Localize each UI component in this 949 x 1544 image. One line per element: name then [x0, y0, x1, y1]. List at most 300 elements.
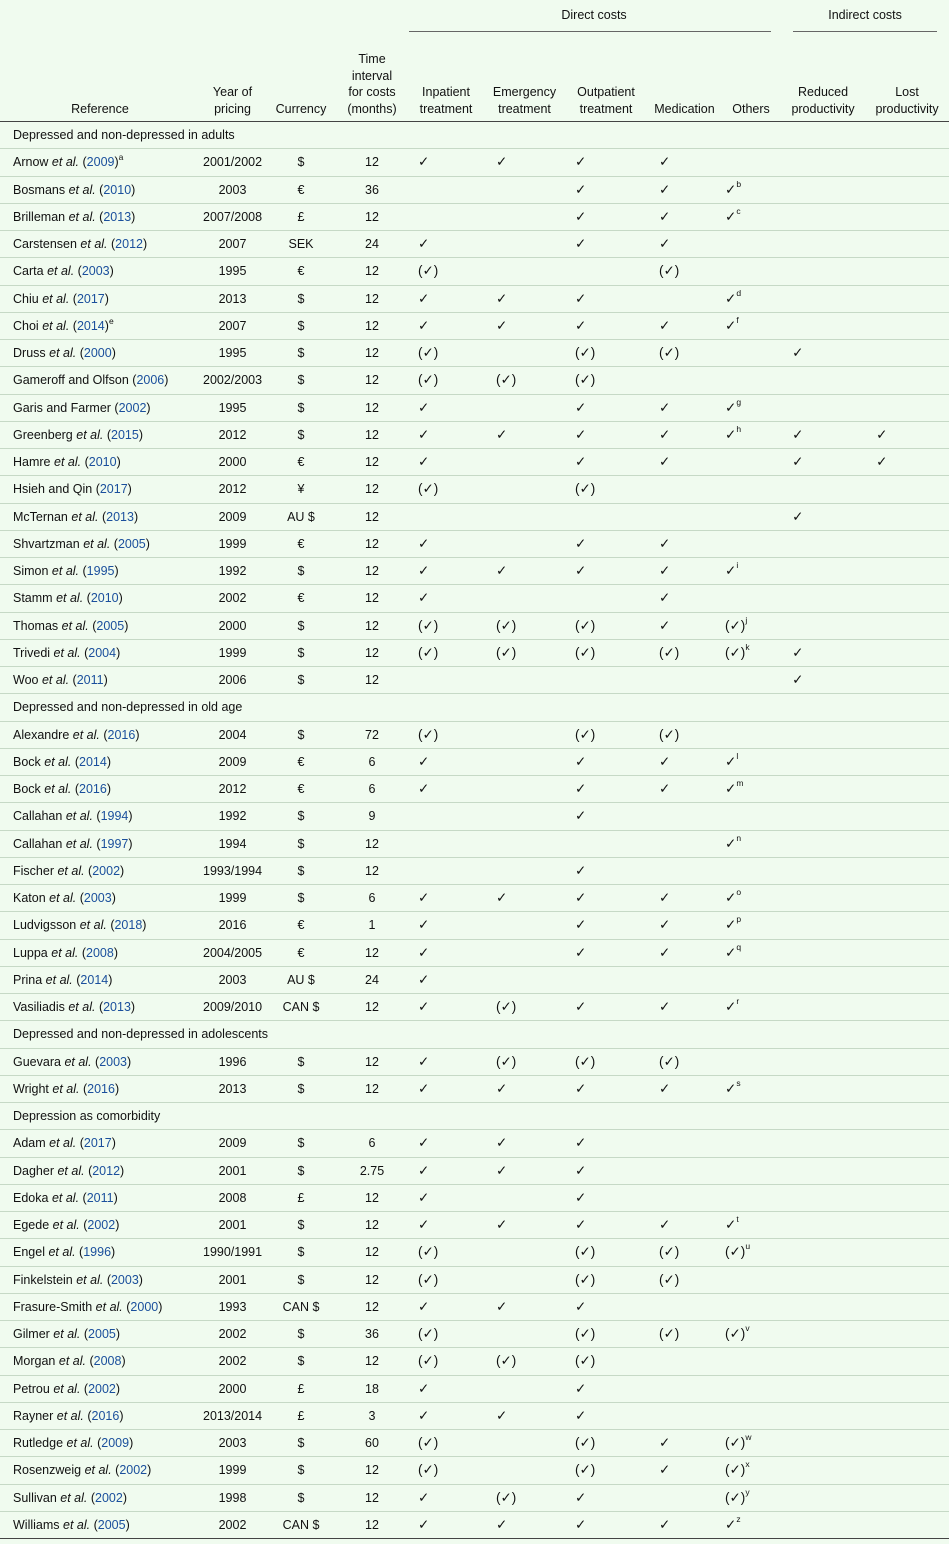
others-cell — [721, 830, 781, 857]
citation-year-link[interactable]: 2003 — [81, 264, 110, 279]
outpatient-cell: ✓ — [575, 917, 587, 933]
citation-year-link[interactable]: 2012 — [115, 237, 143, 252]
citation-year-link[interactable]: 2004 — [88, 645, 117, 660]
outpatient-cell: ✓ — [575, 808, 587, 824]
reference-cell: Alexandre et al. (2016) — [13, 727, 140, 742]
reference-cell: Guevara et al. (2003) — [13, 1054, 132, 1069]
reference-cell: Arnow et al. $(2009)^a$ — [13, 152, 124, 170]
interval-cell: 24 — [365, 237, 379, 252]
section-row — [0, 694, 949, 721]
others-cell — [721, 258, 781, 285]
year-of-pricing-cell: 2000 — [218, 1381, 247, 1396]
citation-year-link[interactable]: 1997 — [100, 836, 129, 851]
citation-year-link[interactable]: 2002 — [92, 863, 121, 878]
inpatient-cell: ✓ — [418, 1080, 430, 1096]
inpatient-cell — [407, 503, 485, 530]
lost-productivity-cell — [865, 1048, 949, 1075]
lost-productivity-cell — [865, 1511, 949, 1538]
reduced-productivity-cell — [781, 966, 865, 993]
others-cell — [721, 394, 781, 421]
inpatient-cell: ✓ — [418, 1189, 430, 1205]
citation-year-link[interactable]: 2017 — [83, 1136, 112, 1151]
table-row — [0, 667, 949, 694]
citation-year-link[interactable]: 2003 — [99, 1054, 127, 1069]
lost-productivity-cell — [865, 830, 949, 857]
reduced-productivity-cell — [781, 1511, 865, 1538]
others-footnote: w — [745, 1432, 752, 1443]
interval-cell: 72 — [365, 727, 379, 742]
others-mark: ✓ — [725, 753, 737, 769]
others-cell — [721, 1266, 781, 1293]
citation-year-link[interactable]: 1994 — [100, 809, 129, 824]
others-footnote: z — [736, 1513, 741, 1524]
lost-productivity-cell — [865, 994, 949, 1021]
reduced-productivity-cell — [781, 530, 865, 557]
interval-cell: 12 — [365, 264, 379, 279]
emergency-cell — [485, 476, 564, 503]
medication-cell: ✓ — [659, 999, 671, 1015]
medication-cell — [648, 667, 721, 694]
interval-cell: 6 — [368, 891, 376, 906]
author: Chiu — [13, 291, 39, 306]
reduced-productivity-cell — [781, 1430, 865, 1457]
citation-year-link[interactable]: 2000 — [83, 346, 112, 361]
medication-cell — [648, 1348, 721, 1375]
et-al: et al. — [65, 809, 93, 824]
citation-year-link[interactable]: 2017 — [76, 291, 105, 306]
citation-year-link[interactable]: 2014 — [79, 754, 107, 769]
citation-year-link[interactable]: 2000 — [130, 1299, 159, 1314]
others-mark: ✓ — [725, 426, 737, 442]
year-of-pricing-cell: 2002 — [218, 591, 247, 606]
medication-cell: ✓ — [659, 1435, 671, 1451]
citation-year-link[interactable]: 2008 — [93, 1354, 122, 1369]
outpatient-cell: ✓ — [575, 426, 587, 442]
medication-cell: (✓) — [659, 1053, 680, 1069]
reference-cell: Callahan et al. (1997) — [13, 836, 133, 851]
inpatient-cell: ✓ — [418, 1516, 430, 1532]
outpatient-cell: ✓ — [575, 1162, 587, 1178]
emergency-cell: ✓ — [496, 1217, 508, 1233]
outpatient-cell: ✓ — [575, 1489, 587, 1505]
author: Luppa — [13, 945, 48, 960]
citation-year-link[interactable]: 2016 — [79, 782, 107, 797]
citation-year-link[interactable]: 2009 — [86, 155, 115, 170]
reference-cell: Rutledge et al. (2009) — [13, 1436, 134, 1451]
medication-cell: ✓ — [659, 236, 671, 252]
reduced-productivity-cell — [781, 285, 865, 312]
inpatient-cell: ✓ — [418, 1162, 430, 1178]
table-row — [0, 721, 949, 748]
inpatient-cell — [407, 203, 485, 230]
reference-cell: Adam et al. (2017) — [13, 1136, 116, 1151]
inpatient-cell: ✓ — [418, 590, 430, 606]
author: Carstensen — [13, 237, 77, 252]
citation-year-link[interactable]: 2014 — [76, 318, 105, 333]
others-cell — [721, 966, 781, 993]
currency-cell: $ — [297, 1436, 305, 1451]
others-mark: ✓ — [725, 835, 737, 851]
table-row — [0, 748, 949, 775]
reference-cell: Rosenzweig et al. (2002) — [13, 1463, 152, 1478]
currency-cell: £ — [297, 209, 305, 224]
lost-productivity-cell: ✓ — [876, 426, 888, 442]
others-footnote: g — [736, 396, 742, 407]
et-al: et al. — [60, 1490, 88, 1505]
citation-year-link[interactable]: 2005 — [88, 1327, 116, 1342]
interval-cell: 12 — [365, 1218, 379, 1233]
others-footnote: h — [736, 423, 742, 434]
lost-productivity-cell — [865, 312, 949, 339]
reference-cell: Vasiliadis et al. (2013) — [13, 1000, 136, 1015]
currency-cell: € — [297, 264, 305, 279]
inpatient-cell — [407, 667, 485, 694]
et-al: et al. — [51, 155, 80, 170]
section-title: Depressed and non-depressed in adolescents — [13, 1027, 269, 1042]
author: Alexandre — [13, 727, 70, 742]
section-row — [0, 122, 949, 149]
medication-cell: ✓ — [659, 399, 671, 415]
lost-productivity-cell — [865, 1212, 949, 1239]
currency-cell: CAN $ — [282, 1000, 320, 1015]
emergency-cell — [485, 1184, 564, 1211]
citation-year-link[interactable]: 2002 — [119, 1463, 148, 1478]
interval-cell: 12 — [365, 455, 379, 470]
others-mark: ✓ — [725, 208, 737, 224]
currency-cell: £ — [297, 1381, 305, 1396]
emergency-cell: ✓ — [496, 290, 508, 306]
emergency-cell: (✓) — [496, 644, 517, 660]
author: McTernan — [13, 509, 68, 524]
citation-year-link[interactable]: 2010 — [90, 591, 119, 606]
citation-year-link[interactable]: 2009 — [101, 1436, 130, 1451]
table-row — [0, 340, 949, 367]
medication-cell: ✓ — [659, 1217, 671, 1233]
outpatient-cell: ✓ — [575, 399, 587, 415]
author: Engel — [13, 1245, 45, 1260]
author: Bock — [13, 754, 41, 769]
others-mark: ✓ — [725, 890, 737, 906]
currency-cell: € — [297, 536, 305, 551]
interval-cell: 12 — [365, 373, 379, 388]
reduced-productivity-cell — [781, 1157, 865, 1184]
reference-cell: Brilleman et al. (2013) — [13, 209, 136, 224]
outpatient-cell: ✓ — [575, 236, 587, 252]
citation-year-link[interactable]: 2006 — [136, 373, 165, 388]
emergency-cell — [485, 667, 564, 694]
reference-cell: Chiu et al. (2017) — [13, 291, 109, 306]
others-mark: (✓) — [725, 1244, 746, 1260]
currency-cell: $ — [297, 1245, 305, 1260]
author: Gilmer — [13, 1327, 50, 1342]
others-footnote: r — [736, 996, 740, 1007]
col-inpatient: Inpatient treatment — [419, 85, 473, 116]
medication-cell: ✓ — [659, 753, 671, 769]
year-of-pricing-cell: 1993/1994 — [203, 863, 263, 878]
reference-cell: Bock et al. (2016) — [13, 782, 112, 797]
citation-year-link[interactable]: 2002 — [95, 1490, 123, 1505]
emergency-cell: ✓ — [496, 1407, 508, 1423]
citation-year-link[interactable]: 2015 — [111, 427, 139, 442]
et-al: et al. — [44, 782, 72, 797]
others-cell — [721, 1402, 781, 1429]
citation-year-link[interactable]: 2012 — [92, 1163, 121, 1178]
reduced-productivity-cell: ✓ — [792, 644, 804, 660]
citation-year-link[interactable]: 2005 — [117, 536, 146, 551]
others-cell — [721, 776, 781, 803]
citation-year-link[interactable]: 2005 — [97, 1517, 126, 1532]
citation-year-link[interactable]: 2016 — [87, 1081, 115, 1096]
year-of-pricing-cell: 2001 — [218, 1218, 247, 1233]
inpatient-cell: (✓) — [418, 1326, 439, 1342]
interval-cell: 12 — [365, 400, 379, 415]
medication-cell: ✓ — [659, 317, 671, 333]
medication-cell: ✓ — [659, 181, 671, 197]
reference-cell: Callahan et al. (1994) — [13, 809, 133, 824]
et-al: et al. — [53, 645, 81, 660]
inpatient-cell — [407, 830, 485, 857]
medication-cell — [648, 1130, 721, 1157]
year-of-pricing-cell: 2000 — [218, 618, 247, 633]
table-row — [0, 1293, 949, 1320]
year-of-pricing-cell: 2000 — [218, 455, 247, 470]
reference-cell: Katon et al. (2003) — [13, 891, 116, 906]
others-mark: (✓) — [725, 644, 746, 660]
outpatient-cell: ✓ — [575, 1516, 587, 1532]
author: Wright — [13, 1081, 49, 1096]
citation-year-link[interactable]: 2003 — [110, 1272, 139, 1287]
emergency-cell — [485, 748, 564, 775]
currency-cell: $ — [297, 400, 305, 415]
currency-cell: $ — [297, 1490, 305, 1505]
et-al: et al. — [49, 1136, 77, 1151]
emergency-cell: ✓ — [496, 317, 508, 333]
table-row — [0, 1375, 949, 1402]
others-cell — [721, 1457, 781, 1484]
others-cell — [721, 1184, 781, 1211]
emergency-cell: (✓) — [496, 1053, 517, 1069]
et-al: et al. — [53, 1381, 81, 1396]
inpatient-cell: ✓ — [418, 753, 430, 769]
reference-cell: Ludvigsson et al. (2018) — [13, 918, 147, 933]
others-cell — [721, 939, 781, 966]
et-al: et al. — [66, 1436, 94, 1451]
table-row — [0, 1484, 949, 1511]
citation-year-link[interactable]: 2002 — [87, 1218, 116, 1233]
inpatient-cell — [407, 176, 485, 203]
table-row — [0, 421, 949, 448]
reference-footnote: e — [108, 315, 114, 326]
outpatient-cell: ✓ — [575, 999, 587, 1015]
citation-year-link[interactable]: 2016 — [91, 1408, 120, 1423]
inpatient-cell: ✓ — [418, 890, 430, 906]
year-of-pricing-cell: 1999 — [218, 536, 247, 551]
author: Rutledge — [13, 1436, 64, 1451]
year-of-pricing-cell: 1995 — [218, 346, 247, 361]
outpatient-cell: (✓) — [575, 1053, 596, 1069]
reference-cell: Carta et al. (2003) — [13, 264, 114, 279]
year-of-pricing-cell: 1996 — [218, 1054, 247, 1069]
others-cell — [721, 639, 781, 666]
reduced-productivity-cell — [781, 1239, 865, 1266]
medication-cell — [648, 1157, 721, 1184]
et-al: et al. — [52, 1218, 80, 1233]
et-al: et al. — [80, 237, 108, 252]
year-of-pricing-cell: 2007/2008 — [203, 209, 263, 224]
year-of-pricing-cell: 2009 — [218, 1136, 247, 1151]
inpatient-cell: (✓) — [418, 644, 439, 660]
table-row — [0, 1184, 949, 1211]
citation-year-link[interactable]: 2017 — [99, 482, 128, 497]
emergency-cell — [485, 258, 564, 285]
citation-year-link[interactable]: 2014 — [80, 972, 109, 987]
medication-cell: (✓) — [659, 263, 680, 279]
interval-cell: 12 — [365, 291, 379, 306]
currency-cell: $ — [297, 1327, 305, 1342]
year-of-pricing-cell: 2006 — [218, 673, 247, 688]
currency-cell: $ — [297, 1354, 305, 1369]
citation-year-link[interactable]: 2010 — [103, 182, 132, 197]
interval-cell: 12 — [365, 1000, 379, 1015]
reduced-productivity-cell — [781, 1348, 865, 1375]
currency-cell: € — [297, 945, 305, 960]
year-of-pricing-cell: 1992 — [218, 564, 247, 579]
citation-year-link[interactable]: 2013 — [106, 509, 134, 524]
others-cell — [721, 721, 781, 748]
interval-cell: 6 — [368, 782, 376, 797]
lost-productivity-cell — [865, 857, 949, 884]
citation-year-link[interactable]: 1996 — [83, 1245, 112, 1260]
currency-cell: ¥ — [297, 482, 305, 497]
col-emergency: Emergency treatment — [492, 85, 557, 116]
year-of-pricing-cell: 2002 — [218, 1354, 247, 1369]
author: Choi — [13, 318, 39, 333]
author: Thomas — [13, 618, 59, 633]
citation-year-link[interactable]: 2005 — [96, 618, 125, 633]
reference-cell: Morgan et al. (2008) — [13, 1354, 126, 1369]
currency-cell: $ — [297, 891, 305, 906]
interval-cell: 6 — [368, 754, 376, 769]
lost-productivity-cell — [865, 885, 949, 912]
et-al: et al. — [56, 591, 84, 606]
reference-cell: Carstensen et al. (2012) — [13, 237, 148, 252]
table-row — [0, 885, 949, 912]
table-row — [0, 1430, 949, 1457]
emergency-cell — [485, 1457, 564, 1484]
table-row — [0, 503, 949, 530]
others-mark: ✓ — [725, 917, 737, 933]
medication-cell: ✓ — [659, 1080, 671, 1096]
table-row — [0, 966, 949, 993]
others-mark: ✓ — [725, 1516, 737, 1532]
author: Garis and Farmer — [13, 400, 111, 415]
citation-year-link[interactable]: 2016 — [107, 727, 136, 742]
others-cell — [721, 367, 781, 394]
lost-productivity-cell — [865, 149, 949, 176]
reduced-productivity-cell — [781, 776, 865, 803]
outpatient-cell — [564, 258, 648, 285]
interval-cell: 12 — [365, 1190, 379, 1205]
et-al: et al. — [53, 1327, 81, 1342]
et-al: et al. — [51, 1190, 80, 1205]
citation-year-link[interactable]: 2008 — [86, 945, 114, 960]
reference-cell: Finkelstein et al. (2003) — [13, 1272, 143, 1287]
others-footnote: t — [736, 1214, 739, 1225]
inpatient-cell: ✓ — [418, 1298, 430, 1314]
emergency-cell — [485, 585, 564, 612]
citation-year-link[interactable]: 2011 — [76, 673, 104, 688]
others-cell — [721, 476, 781, 503]
interval-cell: 12 — [365, 591, 379, 606]
reference-cell: Choi et al. $(2014)^e$ — [13, 315, 114, 333]
interval-cell: 12 — [365, 1272, 379, 1287]
lost-productivity-cell — [865, 1239, 949, 1266]
interval-cell: 12 — [365, 482, 379, 497]
et-al: et al. — [72, 727, 100, 742]
citation-year-link[interactable]: 2013 — [103, 209, 132, 224]
inpatient-cell: ✓ — [418, 454, 430, 470]
citation-year-link[interactable]: 2002 — [118, 400, 147, 415]
currency-cell: $ — [297, 1218, 305, 1233]
outpatient-cell: ✓ — [575, 1080, 587, 1096]
reference-cell: Fischer et al. (2002) — [13, 863, 125, 878]
inpatient-cell: ✓ — [418, 154, 430, 170]
medication-cell — [648, 857, 721, 884]
emergency-cell — [485, 231, 564, 258]
emergency-cell — [485, 394, 564, 421]
table-row — [0, 530, 949, 557]
outpatient-cell: ✓ — [575, 1135, 587, 1151]
outpatient-cell: ✓ — [575, 944, 587, 960]
table-row — [0, 258, 949, 285]
lost-productivity-cell: ✓ — [876, 454, 888, 470]
citation-year-link[interactable]: 2018 — [114, 918, 143, 933]
currency-cell: € — [297, 754, 305, 769]
et-al: et al. — [57, 863, 85, 878]
citation-year-link[interactable]: 2010 — [88, 455, 117, 470]
others-mark: ✓ — [725, 781, 737, 797]
table-row — [0, 1402, 949, 1429]
others-cell — [721, 585, 781, 612]
author: Ludvigsson — [13, 918, 77, 933]
lost-productivity-cell — [865, 394, 949, 421]
reference-cell: Wright et al. (2016) — [13, 1081, 120, 1096]
table-row — [0, 776, 949, 803]
citation-year-link[interactable]: 2003 — [83, 891, 112, 906]
reduced-productivity-cell — [781, 803, 865, 830]
reference-cell: Bosmans et al. (2010) — [13, 182, 136, 197]
currency-cell: $ — [297, 836, 305, 851]
currency-cell: $ — [297, 427, 305, 442]
et-al: et al. — [57, 1163, 85, 1178]
lost-productivity-cell — [865, 1266, 949, 1293]
et-al: et al. — [47, 264, 75, 279]
medication-cell: (✓) — [659, 644, 680, 660]
table-row — [0, 1212, 949, 1239]
outpatient-cell: ✓ — [575, 154, 587, 170]
et-al: et al. — [58, 1354, 86, 1369]
year-of-pricing-cell: 2001 — [218, 1163, 247, 1178]
author: Edoka — [13, 1190, 49, 1205]
reduced-productivity-cell — [781, 612, 865, 639]
citation-year-link[interactable]: 2011 — [86, 1190, 114, 1205]
reduced-productivity-cell — [781, 1375, 865, 1402]
citation-year-link[interactable]: 2013 — [103, 1000, 131, 1015]
author: Hsieh and Qin — [13, 482, 93, 497]
citation-year-link[interactable]: 1995 — [86, 564, 115, 579]
table-row — [0, 939, 949, 966]
citation-year-link[interactable]: 2002 — [88, 1381, 116, 1396]
